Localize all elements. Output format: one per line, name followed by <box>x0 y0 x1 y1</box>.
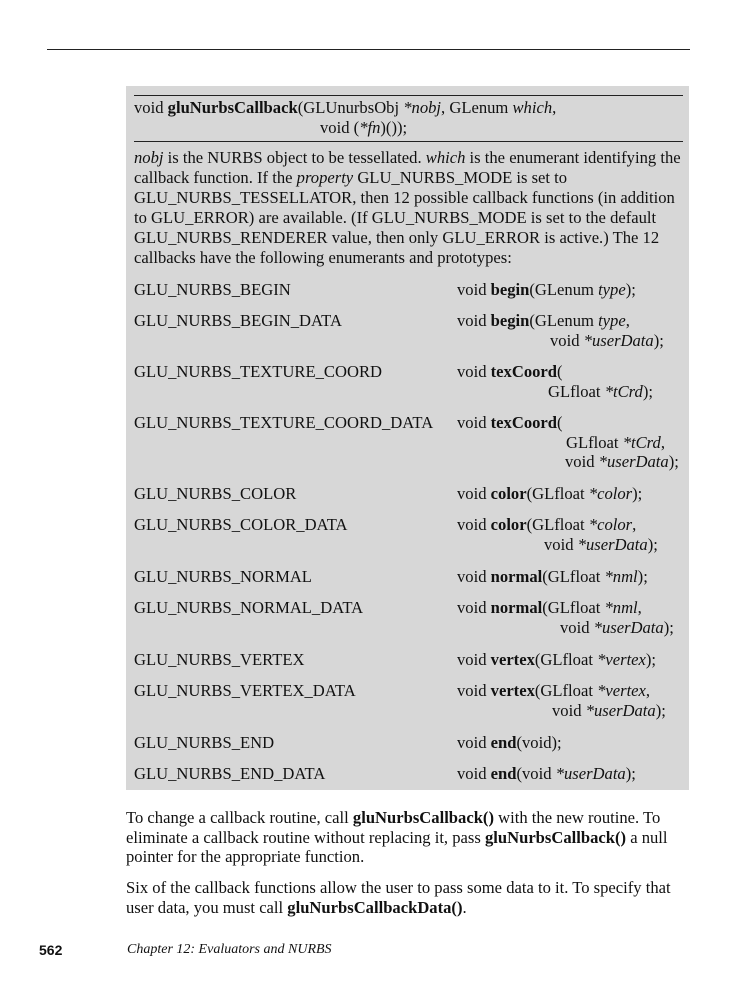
callback-prototype: void begin(GLenum type); <box>457 280 636 299</box>
callback-prototype-cont: void *userData); <box>550 330 664 350</box>
callback-prototype-cont: void *userData); <box>565 452 679 472</box>
callback-prototype: void begin(GLenum type, <box>457 311 630 330</box>
signature-line-2: void (*fn)()); <box>320 118 408 137</box>
callback-prototype-cont: void *userData); <box>544 534 658 554</box>
callback-prototype-cont: GLfloat *tCrd, <box>566 432 665 452</box>
callback-enum: GLU_NURBS_BEGIN <box>134 280 291 299</box>
callback-prototype: void texCoord( <box>457 362 563 381</box>
callback-enum: GLU_NURBS_VERTEX <box>134 650 305 669</box>
callback-prototype-cont: void *userData); <box>552 700 666 720</box>
header-rule <box>47 49 690 50</box>
callback-prototype: void end(void *userData); <box>457 764 636 783</box>
chapter-title: Chapter 12: Evaluators and NURBS <box>127 942 332 957</box>
signature-top-rule <box>134 95 683 96</box>
callback-enum: GLU_NURBS_TEXTURE_COORD_DATA <box>134 413 434 432</box>
description: nobj is the NURBS object to be tessellated. which is the enumerant identifying the callback function. If the property GLU_NURBS_MODE is set to GLU_NURBS_TESSELLATOR, then 12 possible callback functions (in addition to GLU_ERROR) are available. (If GLU_NURBS_MODE is set to the default GLU_NURBS_RENDERER value, then only GLU_ERROR is active.) The 12 callbacks have the following enumerants and prototypes: <box>134 148 681 267</box>
callback-prototype: void normal(GLfloat *nml, <box>457 598 642 617</box>
callback-prototype: void color(GLfloat *color, <box>457 515 637 534</box>
callback-prototype: void texCoord( <box>457 413 563 432</box>
callback-enum: GLU_NURBS_NORMAL_DATA <box>134 598 364 617</box>
callback-prototype-cont: GLfloat *tCrd); <box>548 381 653 401</box>
callback-prototype: void vertex(GLfloat *vertex); <box>457 650 657 669</box>
function-name: gluNurbsCallback <box>167 98 298 117</box>
callback-enum: GLU_NURBS_NORMAL <box>134 567 312 586</box>
body-paragraph: Six of the callback functions allow the user to pass some data to it. To specify that user data, you must call gluNurbsCallbackData(). <box>126 878 671 917</box>
body-paragraph: To change a callback routine, call gluNurbsCallback() with the new routine. To eliminate a callback routine without replacing it, pass gluNurbsCallback() a null pointer for the appropriate function. <box>126 808 668 867</box>
callback-prototype: void end(void); <box>457 733 562 752</box>
callback-prototype: void vertex(GLfloat *vertex, <box>457 681 651 700</box>
callback-enum: GLU_NURBS_TEXTURE_COORD <box>134 362 382 381</box>
callback-enum: GLU_NURBS_BEGIN_DATA <box>134 311 342 330</box>
callback-enum: GLU_NURBS_COLOR <box>134 484 297 503</box>
page-number: 562 <box>39 942 63 958</box>
callback-enum: GLU_NURBS_END <box>134 733 275 752</box>
callback-prototype-cont: void *userData); <box>560 617 674 637</box>
signature-bottom-rule <box>134 141 683 142</box>
callback-enum: GLU_NURBS_VERTEX_DATA <box>134 681 356 700</box>
callback-prototype: void color(GLfloat *color); <box>457 484 643 503</box>
callback-enum: GLU_NURBS_COLOR_DATA <box>134 515 348 534</box>
callback-prototype: void normal(GLfloat *nml); <box>457 567 648 586</box>
callback-enum: GLU_NURBS_END_DATA <box>134 764 326 783</box>
signature-line-1: void gluNurbsCallback(GLUnurbsObj *nobj, GLenum which, <box>134 98 557 117</box>
